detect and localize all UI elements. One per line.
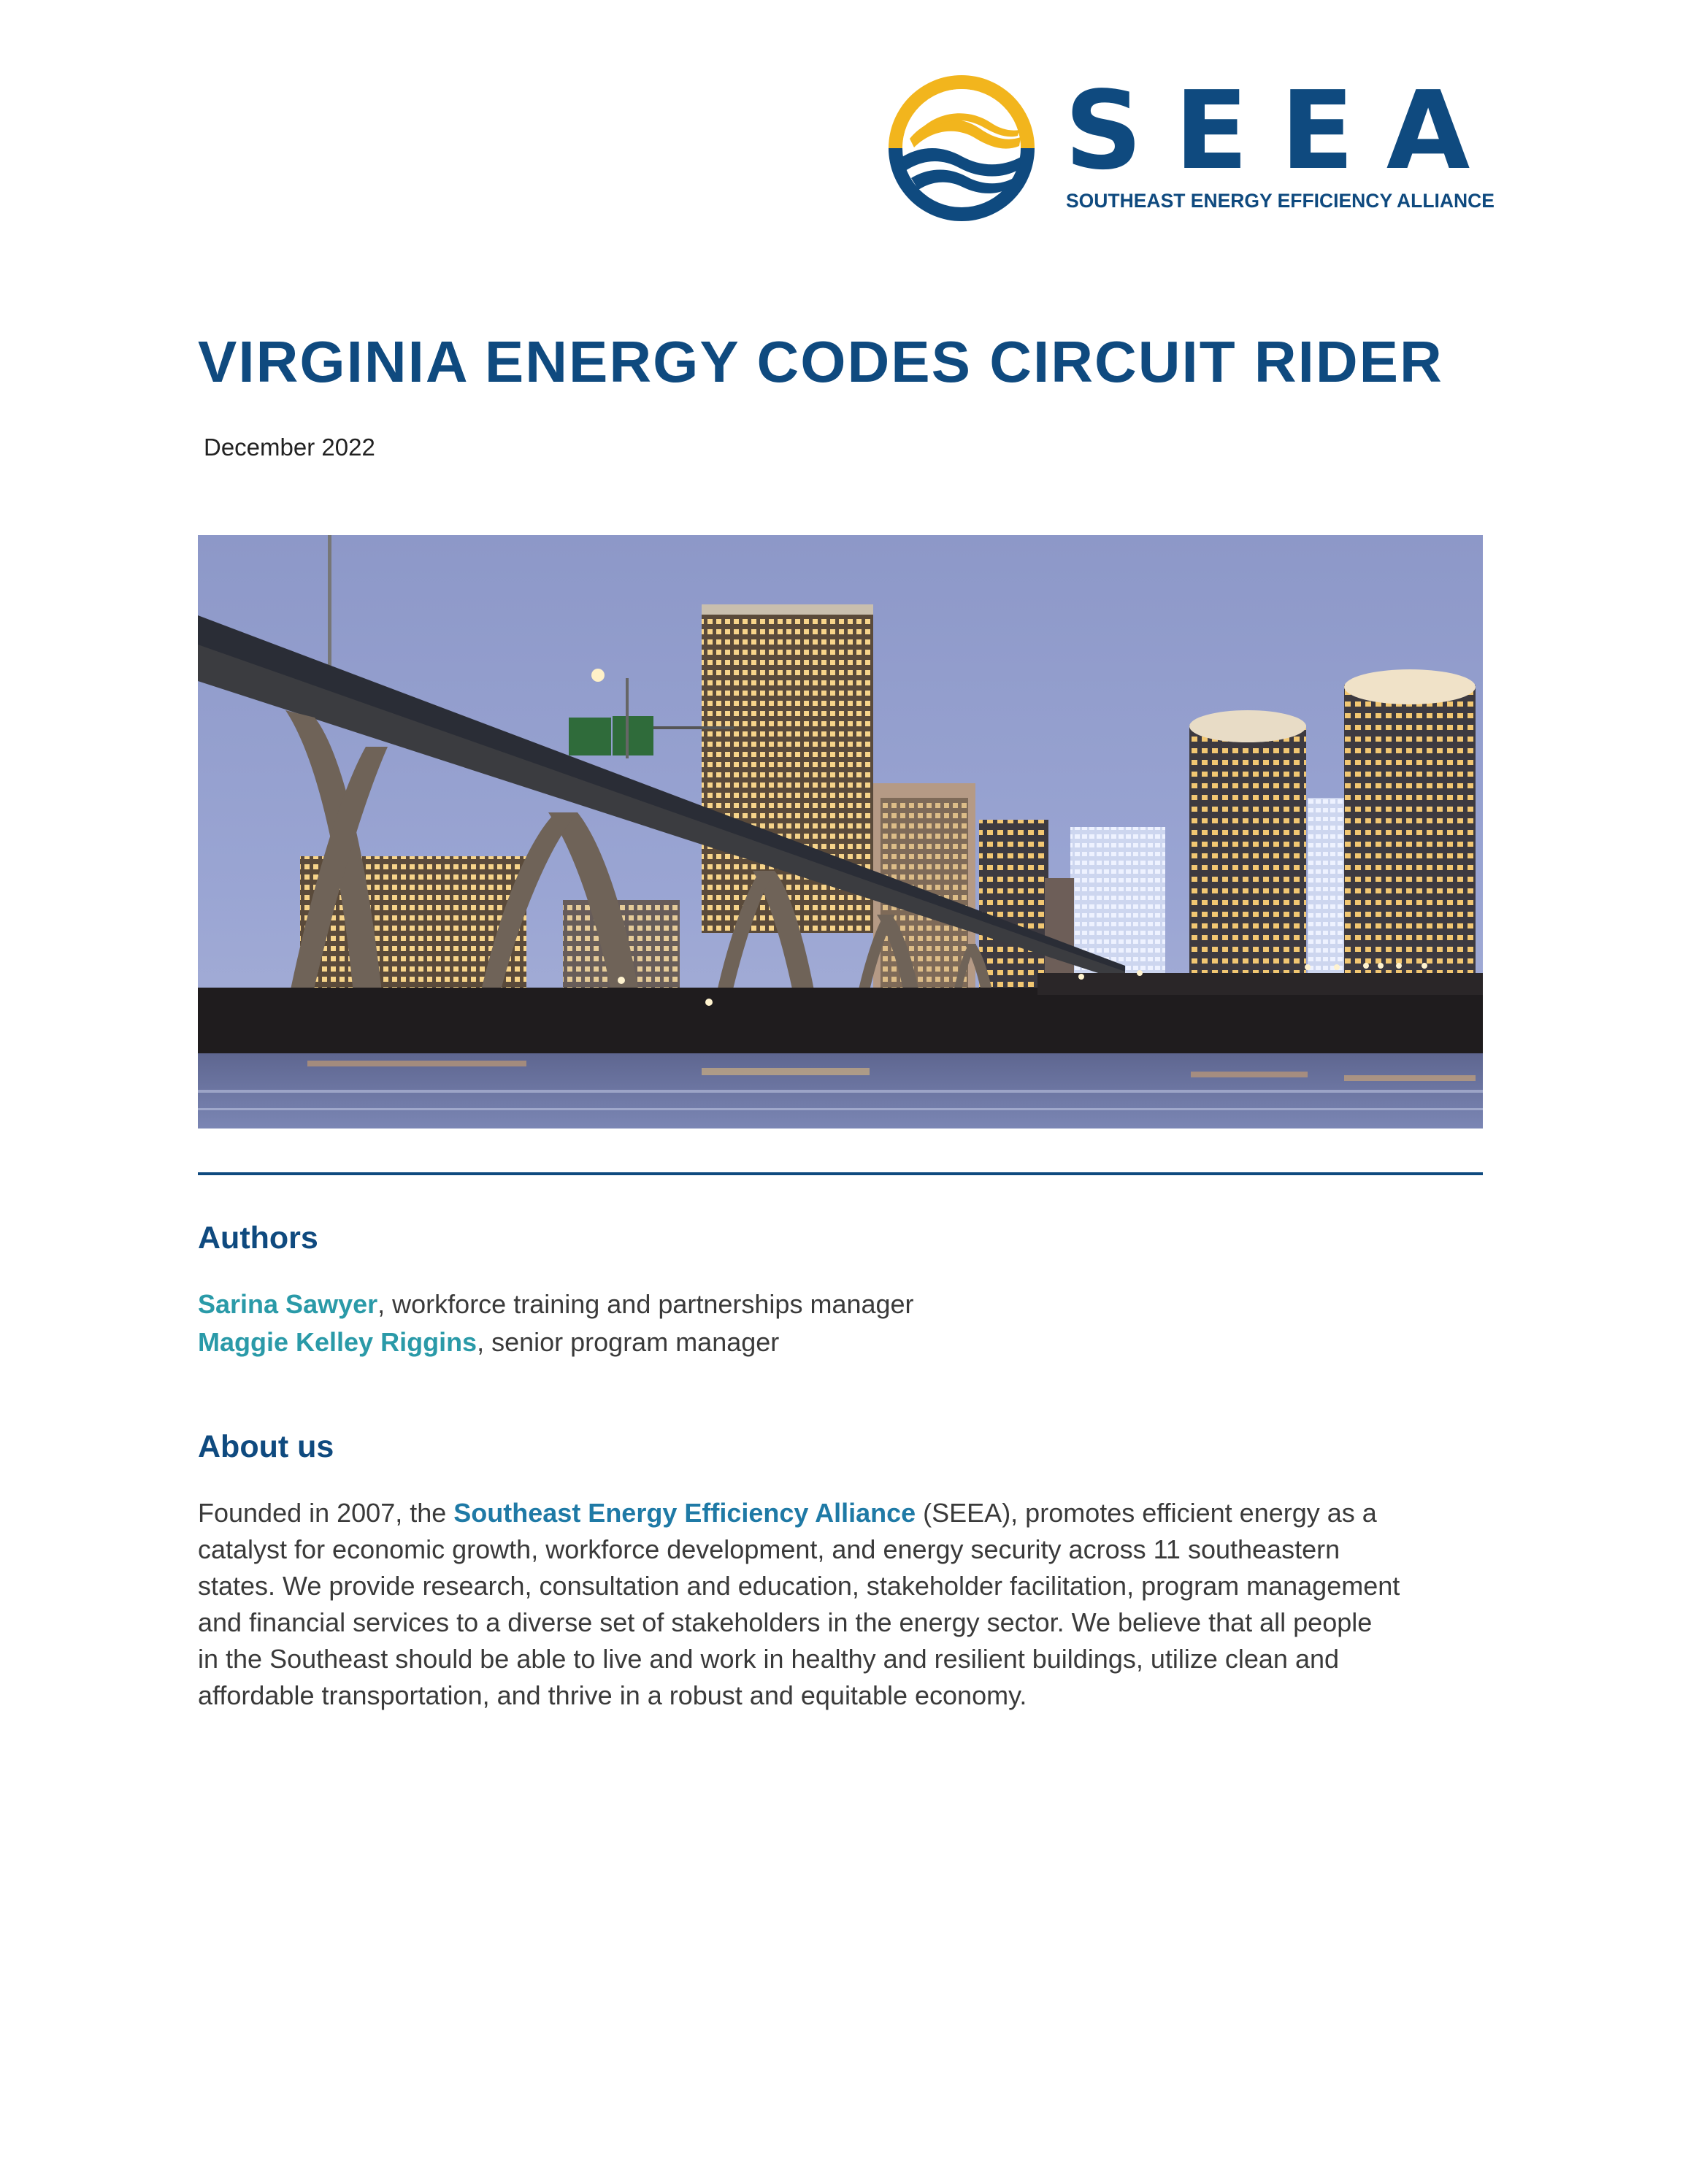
about-heading: About us (198, 1429, 334, 1464)
logo-tagline: SOUTHEAST ENERGY EFFICIENCY ALLIANCE (1066, 190, 1495, 212)
city-skyline-bridge-photo (198, 535, 1483, 1128)
author-role: , workforce training and partnerships manager (377, 1289, 914, 1319)
about-line-1-rest: (SEEA), promotes efficient energy as a (916, 1498, 1377, 1528)
author-line (198, 1285, 914, 1323)
about-line: and financial services to a diverse set of stakeholders in the energy sector. We believe that all people (198, 1607, 1373, 1637)
author-name-link[interactable]: Maggie Kelley Riggins (198, 1327, 477, 1357)
document-date: December 2022 (204, 434, 375, 461)
author-name-link[interactable]: Sarina Sawyer (198, 1289, 378, 1319)
section-divider (198, 1172, 1483, 1175)
about-line (198, 1495, 1494, 1531)
seea-logo (885, 68, 1503, 225)
about-paragraph (198, 1495, 1494, 1714)
about-intro-text: Founded in 2007, the (198, 1498, 454, 1528)
seea-emblem-icon (885, 72, 1038, 225)
document-title: VIRGINIA ENERGY CODES CIRCUIT RIDER (198, 329, 1443, 394)
about-line: states. We provide research, consultation and education, stakeholder facilitation, program management (198, 1571, 1400, 1601)
authors-heading: Authors (198, 1220, 318, 1256)
author-role: , senior program manager (477, 1327, 780, 1357)
author-line (198, 1323, 779, 1361)
seea-org-link[interactable]: Southeast Energy Efficiency Alliance (453, 1498, 916, 1528)
logo-wordmark: SEEA (1064, 68, 1503, 193)
about-line: catalyst for economic growth, workforce development, and energy security across 11 southeastern (198, 1534, 1340, 1564)
about-line: affordable transportation, and thrive in a robust and equitable economy. (198, 1680, 1027, 1710)
about-line: in the Southeast should be able to live and work in healthy and resilient buildings, utilize clean and (198, 1644, 1340, 1674)
